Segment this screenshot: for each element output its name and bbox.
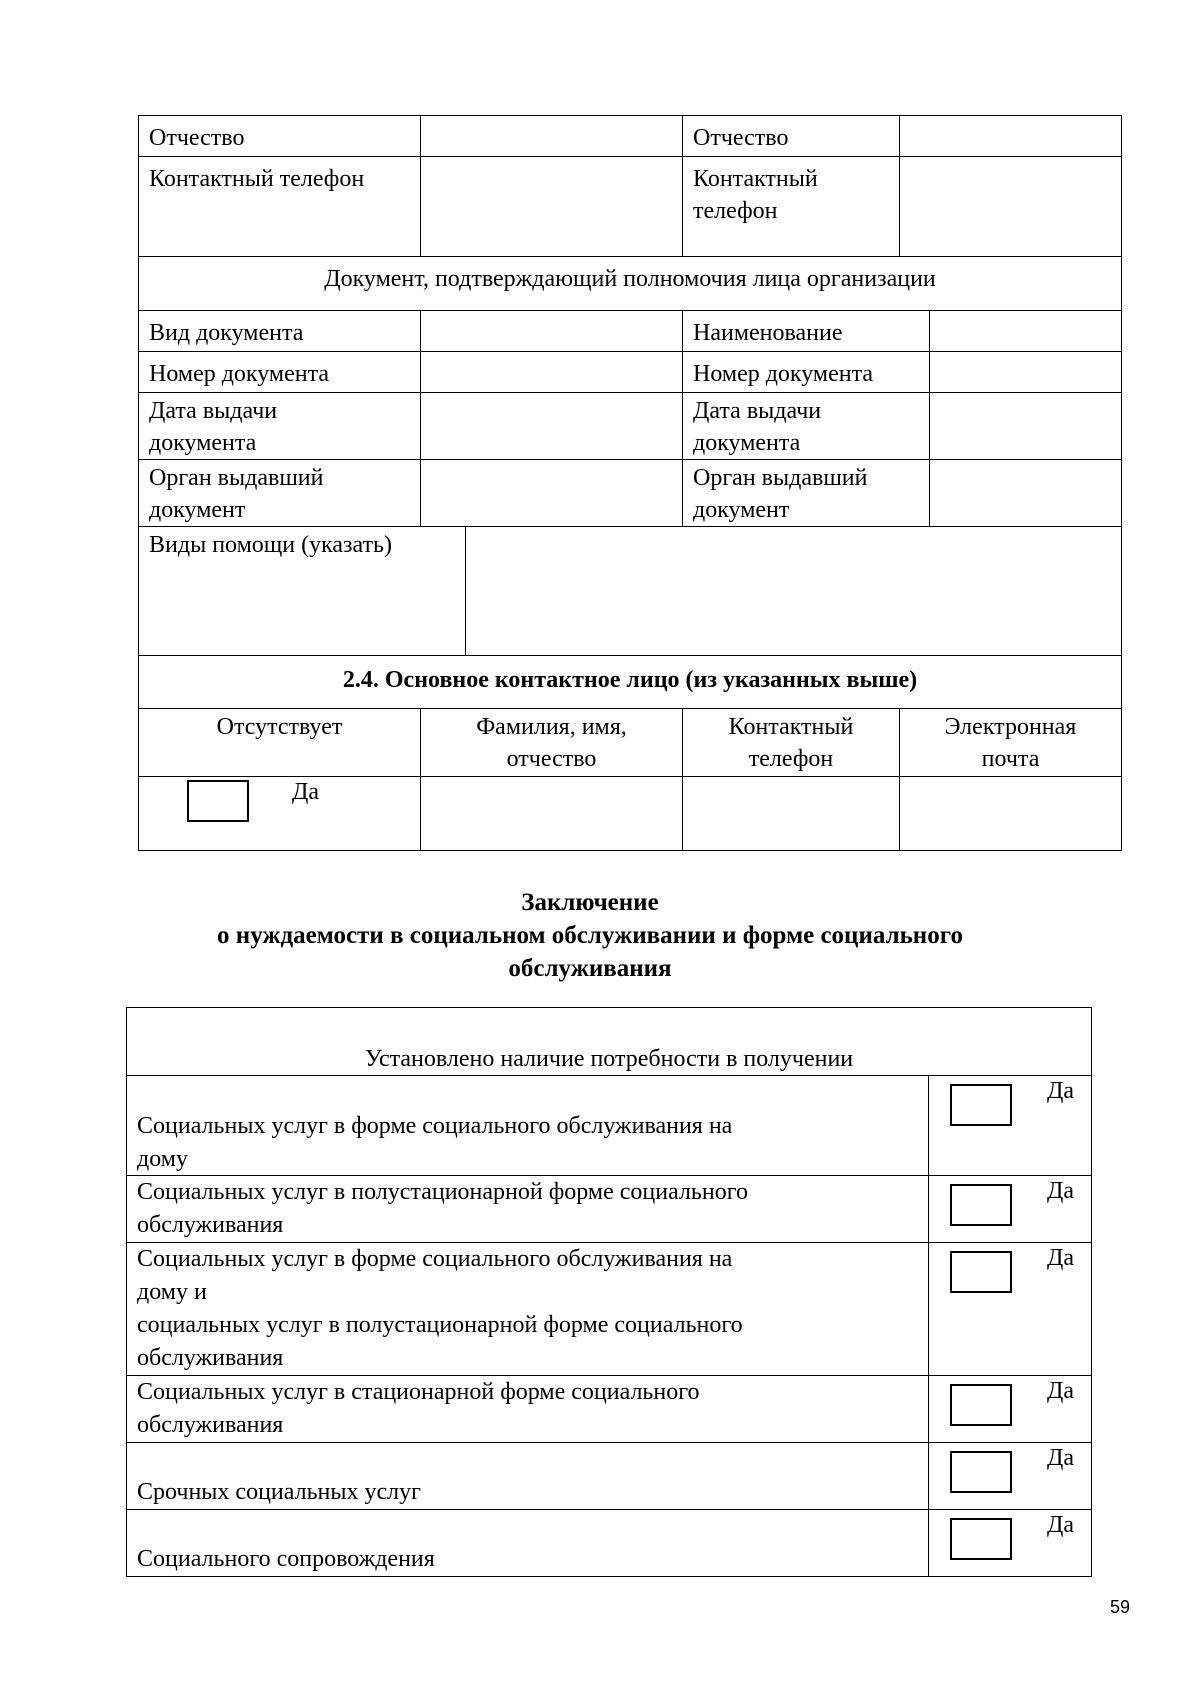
doc-issuer-label-left: Орган выдавший документ xyxy=(138,460,421,527)
doc-type-value-left[interactable] xyxy=(421,311,683,352)
doc-date-label-left: Дата выдачи документа xyxy=(138,393,421,460)
header-contact-phone: Контактный телефон xyxy=(683,709,900,777)
needs-row-semistationary-label: Социальных услуг в полустационарной форме социального обслуживания xyxy=(126,1176,929,1243)
needs-row-stationary-check xyxy=(929,1376,1092,1443)
doc-name-value-right[interactable] xyxy=(930,311,1122,352)
doc-type-label-left: Вид документа xyxy=(138,311,421,352)
section-2-4-text: Основное контактное лицо (из указанных выше) xyxy=(384,667,918,693)
needs-stationary-checkbox[interactable] xyxy=(950,1384,1012,1426)
doc-number-label-left: Номер документа xyxy=(138,352,421,393)
needs-row-urgent-check xyxy=(929,1443,1092,1510)
page-number: 59 xyxy=(1109,1597,1130,1617)
header-full-name: Фамилия, имя, отчество xyxy=(421,709,683,777)
needs-row-semistationary-check xyxy=(929,1176,1092,1243)
doc-issuer-label-right: Орган выдавший документ xyxy=(683,460,930,527)
patronymic-label-right: Отчество xyxy=(683,115,900,157)
doc-date-value-left[interactable] xyxy=(421,393,683,460)
needs-urgent-yes-label: Да xyxy=(1047,1445,1075,1471)
doc-number-label-right: Номер документа xyxy=(683,352,930,393)
needs-semistationary-yes-label: Да xyxy=(1047,1178,1075,1204)
contact-full-name-value[interactable] xyxy=(421,777,683,851)
phone-value-right[interactable] xyxy=(900,157,1122,257)
absent-yes-label: Да xyxy=(292,779,320,805)
conclusion-title-line3: обслуживания xyxy=(508,955,672,982)
doc-issuer-value-right[interactable] xyxy=(930,460,1122,527)
needs-row-home-and-semistationary-check xyxy=(929,1243,1092,1376)
header-absent: Отсутствует xyxy=(138,709,421,777)
help-types-value[interactable] xyxy=(466,527,1122,656)
contact-email-value[interactable] xyxy=(900,777,1122,851)
section-2-4-number: 2.4. xyxy=(342,667,379,693)
needs-stationary-yes-label: Да xyxy=(1047,1378,1075,1404)
needs-home-checkbox[interactable] xyxy=(950,1084,1012,1126)
doc-date-label-right: Дата выдачи документа xyxy=(683,393,930,460)
needs-row-home-label: Социальных услуг в форме социального обслуживания на дому xyxy=(126,1076,929,1176)
needs-accompaniment-yes-label: Да xyxy=(1047,1512,1075,1538)
needs-accompaniment-checkbox[interactable] xyxy=(950,1518,1012,1560)
section-2-4-title xyxy=(138,656,1122,709)
phone-label-left: Контактный телефон xyxy=(138,157,421,257)
contact-phone-value[interactable] xyxy=(683,777,900,851)
help-types-label: Виды помощи (указать) xyxy=(138,527,466,656)
needs-row-stationary-label: Социальных услуг в стационарной форме социального обслуживания xyxy=(126,1376,929,1443)
phone-label-right: Контактный телефон xyxy=(683,157,900,257)
header-email: Электронная почта xyxy=(900,709,1122,777)
needs-table-header: Установлено наличие потребности в получении xyxy=(126,1007,1092,1076)
needs-row-home-and-semistationary-label: Социальных услуг в форме социального обслуживания на дому и социальных услуг в полустационарной форме социального обслуживания xyxy=(126,1243,929,1376)
doc-name-label-right: Наименование xyxy=(683,311,930,352)
patronymic-label-left: Отчество xyxy=(138,115,421,157)
doc-number-value-right[interactable] xyxy=(930,352,1122,393)
patronymic-value-left[interactable] xyxy=(421,115,683,157)
doc-number-value-left[interactable] xyxy=(421,352,683,393)
doc-date-value-right[interactable] xyxy=(930,393,1122,460)
needs-row-accompaniment-check xyxy=(929,1510,1092,1577)
phone-value-left[interactable] xyxy=(421,157,683,257)
conclusion-title xyxy=(130,886,1050,985)
needs-home-yes-label: Да xyxy=(1047,1078,1075,1104)
absent-cell xyxy=(138,777,421,851)
conclusion-title-line2: о нуждаемости в социальном обслуживании и форме социального xyxy=(217,922,963,949)
absent-checkbox[interactable] xyxy=(187,780,249,822)
needs-row-urgent-label: Срочных социальных услуг xyxy=(126,1443,929,1510)
needs-urgent-checkbox[interactable] xyxy=(950,1451,1012,1493)
needs-row-accompaniment-label: Социального сопровождения xyxy=(126,1510,929,1577)
patronymic-value-right[interactable] xyxy=(900,115,1122,157)
needs-semistationary-checkbox[interactable] xyxy=(950,1184,1012,1226)
needs-home-and-semistationary-yes-label: Да xyxy=(1047,1245,1075,1271)
needs-row-home-check xyxy=(929,1076,1092,1176)
doc-section-title: Документ, подтверждающий полномочия лица организации xyxy=(138,257,1122,311)
conclusion-title-line1: Заключение xyxy=(521,889,659,916)
doc-issuer-value-left[interactable] xyxy=(421,460,683,527)
needs-home-and-semistationary-checkbox[interactable] xyxy=(950,1251,1012,1293)
